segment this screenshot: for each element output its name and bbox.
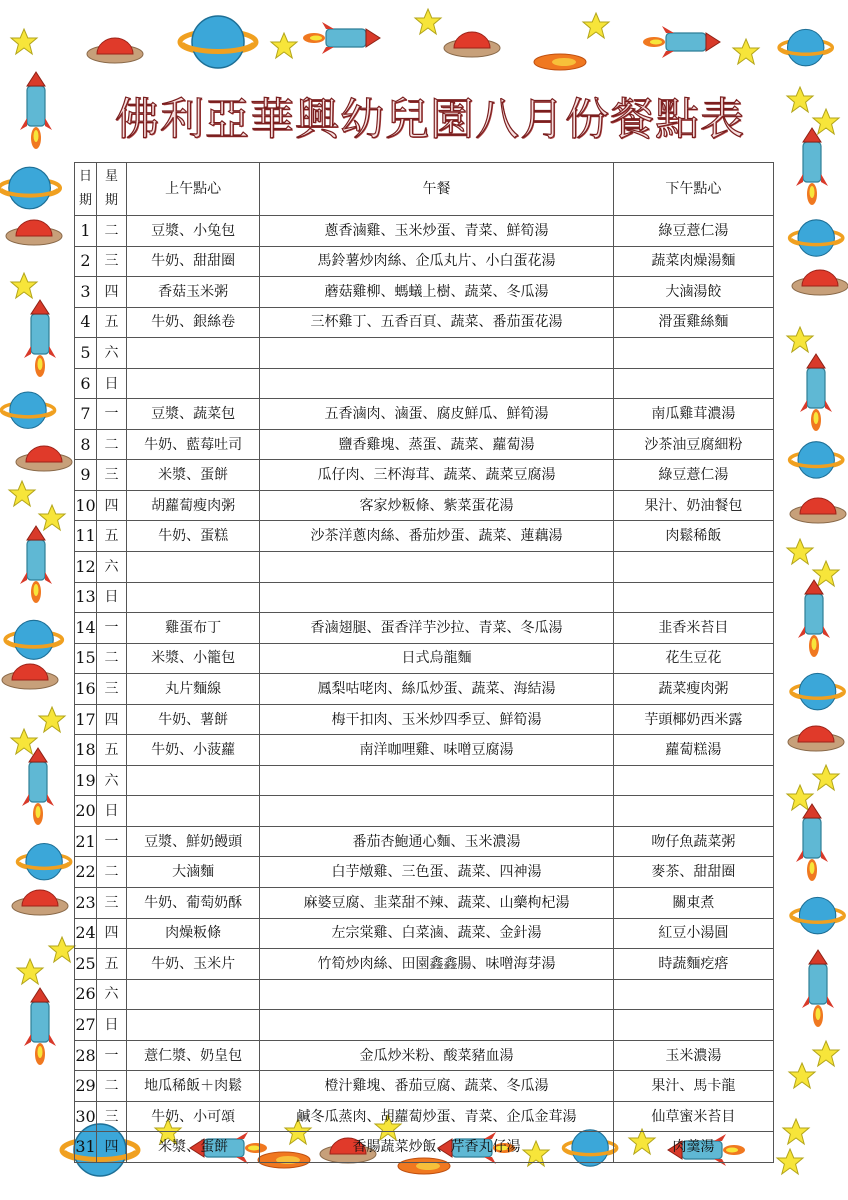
table-row [75, 674, 774, 705]
cell-morning-snack: 豆漿、鮮奶饅頭 [127, 826, 260, 857]
table-row [75, 796, 774, 827]
cell-day: 11 [75, 521, 97, 552]
cell-afternoon-snack: 蔬菜肉燥湯麵 [613, 246, 773, 277]
cell-day: 30 [75, 1101, 97, 1132]
cell-afternoon-snack: 大滷湯餃 [613, 277, 773, 308]
cell-weekday: 三 [97, 888, 127, 919]
planet-icon [790, 442, 843, 478]
cell-day: 1 [75, 216, 97, 247]
cell-morning-snack [127, 979, 260, 1010]
cell-lunch: 梅干扣肉、玉米炒四季豆、鮮筍湯 [260, 704, 614, 735]
cell-weekday: 三 [97, 1101, 127, 1132]
table-row [75, 643, 774, 674]
cell-morning-snack: 胡蘿蔔瘦肉粥 [127, 490, 260, 521]
table-row [75, 857, 774, 888]
cell-afternoon-snack: 果汁、馬卡龍 [613, 1071, 773, 1102]
cell-lunch: 鹽香雞塊、蒸蛋、蔬菜、蘿蔔湯 [260, 429, 614, 460]
table-row [75, 979, 774, 1010]
cell-weekday: 四 [97, 1132, 127, 1163]
cell-afternoon-snack [613, 796, 773, 827]
cell-afternoon-snack: 南瓜雞茸濃湯 [613, 399, 773, 430]
cell-weekday: 四 [97, 490, 127, 521]
cell-morning-snack: 牛奶、蛋糕 [127, 521, 260, 552]
star-icon [39, 505, 65, 530]
red-planet-icon [87, 38, 143, 63]
cell-lunch: 三杯雞丁、五香百頁、蔬菜、番茄蛋花湯 [260, 307, 614, 338]
red-planet-icon [12, 890, 68, 915]
cell-morning-snack: 大滷麵 [127, 857, 260, 888]
cell-weekday: 二 [97, 1071, 127, 1102]
cell-day: 8 [75, 429, 97, 460]
cell-afternoon-snack [613, 552, 773, 583]
rocket-icon [796, 128, 828, 205]
star-icon [11, 29, 37, 54]
rocket-icon [20, 526, 52, 603]
cell-weekday: 二 [97, 216, 127, 247]
table-row [75, 307, 774, 338]
red-planet-icon [16, 446, 72, 471]
cell-weekday: 五 [97, 521, 127, 552]
cell-weekday: 日 [97, 796, 127, 827]
cell-weekday: 二 [97, 429, 127, 460]
cell-afternoon-snack [613, 338, 773, 369]
cell-lunch: 蔥香滷雞、玉米炒蛋、青菜、鮮筍湯 [260, 216, 614, 247]
cell-day: 6 [75, 368, 97, 399]
table-row [75, 826, 774, 857]
table-row [75, 216, 774, 247]
page-title: 佛利亞華興幼兒園八月份餐點表 [115, 94, 745, 145]
cell-morning-snack: 牛奶、小可頌 [127, 1101, 260, 1132]
cell-lunch: 白芋燉雞、三色蛋、蔬菜、四神湯 [260, 857, 614, 888]
cell-lunch: 番茄杏鮑通心麵、玉米濃湯 [260, 826, 614, 857]
table-row [75, 277, 774, 308]
cell-weekday: 日 [97, 1010, 127, 1041]
cell-morning-snack: 丸片麵線 [127, 674, 260, 705]
header-afternoon-snack: 下午點心 [613, 163, 773, 216]
star-icon [813, 109, 839, 134]
planet-icon [791, 897, 844, 933]
cell-afternoon-snack: 綠豆薏仁湯 [613, 460, 773, 491]
table-row [75, 582, 774, 613]
cell-afternoon-snack [613, 368, 773, 399]
cell-weekday: 一 [97, 826, 127, 857]
cell-morning-snack: 雞蛋布丁 [127, 613, 260, 644]
table-row [75, 429, 774, 460]
cell-morning-snack: 牛奶、甜甜圈 [127, 246, 260, 277]
star-icon [789, 1063, 815, 1088]
cell-morning-snack: 香菇玉米粥 [127, 277, 260, 308]
cell-day: 18 [75, 735, 97, 766]
cell-lunch: 蘑菇雞柳、螞蟻上樹、蔬菜、冬瓜湯 [260, 277, 614, 308]
cell-lunch: 麻婆豆腐、韭菜甜不辣、蔬菜、山藥枸杞湯 [260, 888, 614, 919]
cell-weekday: 日 [97, 582, 127, 613]
cell-weekday: 三 [97, 460, 127, 491]
table-row [75, 246, 774, 277]
table-row [75, 521, 774, 552]
cell-afternoon-snack: 肉鬆稀飯 [613, 521, 773, 552]
cell-day: 12 [75, 552, 97, 583]
cell-morning-snack: 牛奶、葡萄奶酥 [127, 888, 260, 919]
cell-day: 14 [75, 613, 97, 644]
cell-lunch [260, 979, 614, 1010]
header-morning-snack: 上午點心 [127, 163, 260, 216]
star-icon [11, 729, 37, 754]
cell-morning-snack [127, 338, 260, 369]
red-planet-icon [444, 32, 500, 57]
cell-morning-snack: 豆漿、小兔包 [127, 216, 260, 247]
table-row [75, 765, 774, 796]
cell-weekday: 五 [97, 307, 127, 338]
cell-lunch: 日式烏龍麵 [260, 643, 614, 674]
cell-weekday: 一 [97, 399, 127, 430]
cell-day: 24 [75, 918, 97, 949]
cell-lunch [260, 368, 614, 399]
star-icon [787, 785, 813, 810]
cell-afternoon-snack: 綠豆薏仁湯 [613, 216, 773, 247]
cell-day: 31 [75, 1132, 97, 1163]
cell-afternoon-snack: 吻仔魚蔬菜粥 [613, 826, 773, 857]
rocket-icon [643, 26, 720, 58]
cell-lunch: 香腸蔬菜炒飯、芹香丸仔湯 [260, 1132, 614, 1163]
table-row [75, 338, 774, 369]
cell-afternoon-snack: 仙草蜜米苔目 [613, 1101, 773, 1132]
cell-weekday: 五 [97, 735, 127, 766]
header-lunch: 午餐 [260, 163, 614, 216]
header-day: 日 期 [75, 163, 97, 216]
cell-afternoon-snack: 蔬菜瘦肉粥 [613, 674, 773, 705]
cell-afternoon-snack: 紅豆小湯圓 [613, 918, 773, 949]
planet-icon [791, 673, 844, 709]
cell-day: 23 [75, 888, 97, 919]
rocket-icon [798, 580, 830, 657]
cell-weekday: 六 [97, 552, 127, 583]
cell-morning-snack: 牛奶、藍莓吐司 [127, 429, 260, 460]
star-icon [271, 33, 297, 58]
table-row [75, 552, 774, 583]
planet-icon [18, 844, 71, 880]
star-icon [787, 87, 813, 112]
table-row [75, 490, 774, 521]
table-row [75, 399, 774, 430]
star-icon [783, 1119, 809, 1144]
cell-afternoon-snack [613, 765, 773, 796]
planet-icon [180, 16, 256, 68]
cell-afternoon-snack: 花生豆花 [613, 643, 773, 674]
cell-afternoon-snack: 韭香米苔目 [613, 613, 773, 644]
cell-day: 25 [75, 949, 97, 980]
star-icon [813, 765, 839, 790]
cell-lunch: 橙汁雞塊、番茄豆腐、蔬菜、冬瓜湯 [260, 1071, 614, 1102]
cell-lunch [260, 796, 614, 827]
cell-weekday: 五 [97, 949, 127, 980]
cell-day: 7 [75, 399, 97, 430]
cell-morning-snack [127, 368, 260, 399]
table-header-row [75, 163, 774, 216]
red-planet-icon [2, 664, 58, 689]
cell-morning-snack: 豆漿、蔬菜包 [127, 399, 260, 430]
table-row [75, 1071, 774, 1102]
cell-lunch: 五香滷肉、滷蛋、腐皮鮮瓜、鮮筍湯 [260, 399, 614, 430]
cell-lunch [260, 765, 614, 796]
star-icon [583, 13, 609, 38]
rocket-icon [802, 950, 834, 1027]
cell-morning-snack: 米漿、蛋餅 [127, 460, 260, 491]
cell-day: 10 [75, 490, 97, 521]
cell-afternoon-snack: 時蔬麵疙瘩 [613, 949, 773, 980]
cell-morning-snack: 牛奶、銀絲卷 [127, 307, 260, 338]
cell-afternoon-snack: 芋頭椰奶西米露 [613, 704, 773, 735]
star-icon [777, 1149, 803, 1174]
cell-afternoon-snack: 果汁、奶油餐包 [613, 490, 773, 521]
cell-lunch [260, 338, 614, 369]
table-row [75, 735, 774, 766]
table-row [75, 1132, 774, 1163]
cell-lunch: 左宗棠雞、白菜滷、蔬菜、金針湯 [260, 918, 614, 949]
table-row [75, 460, 774, 491]
cell-morning-snack: 米漿、小籠包 [127, 643, 260, 674]
cell-day: 16 [75, 674, 97, 705]
table-row [75, 918, 774, 949]
red-planet-icon [788, 726, 844, 751]
cell-day: 15 [75, 643, 97, 674]
cell-lunch: 鳳梨咕咾肉、絲瓜炒蛋、蔬菜、海結湯 [260, 674, 614, 705]
rocket-icon [24, 988, 56, 1065]
cell-lunch [260, 552, 614, 583]
cell-day: 20 [75, 796, 97, 827]
cell-afternoon-snack: 麥茶、甜甜圈 [613, 857, 773, 888]
cell-weekday: 一 [97, 613, 127, 644]
cell-afternoon-snack: 玉米濃湯 [613, 1040, 773, 1071]
cell-morning-snack [127, 1010, 260, 1041]
cell-weekday: 三 [97, 246, 127, 277]
cell-lunch [260, 1010, 614, 1041]
red-planet-icon [6, 220, 62, 245]
cell-lunch: 金瓜炒米粉、酸菜豬血湯 [260, 1040, 614, 1071]
rocket-icon [20, 72, 52, 149]
planet-icon [5, 620, 62, 659]
cell-weekday: 四 [97, 277, 127, 308]
cell-lunch [260, 582, 614, 613]
cell-lunch: 馬鈴薯炒肉絲、企瓜丸片、小白蛋花湯 [260, 246, 614, 277]
star-icon [787, 539, 813, 564]
cell-afternoon-snack: 蘿蔔糕湯 [613, 735, 773, 766]
cell-morning-snack: 牛奶、玉米片 [127, 949, 260, 980]
cell-weekday: 六 [97, 338, 127, 369]
table-row [75, 888, 774, 919]
rocket-icon [303, 22, 380, 54]
planet-icon [779, 29, 832, 65]
table-row [75, 1101, 774, 1132]
planet-icon [0, 167, 60, 209]
cell-weekday: 二 [97, 857, 127, 888]
cell-day: 22 [75, 857, 97, 888]
table-row [75, 949, 774, 980]
cell-day: 5 [75, 338, 97, 369]
cell-weekday: 一 [97, 1040, 127, 1071]
star-icon [39, 707, 65, 732]
star-icon [733, 39, 759, 64]
cell-day: 26 [75, 979, 97, 1010]
cell-weekday: 日 [97, 368, 127, 399]
header-weekday: 星 期 [97, 163, 127, 216]
cell-day: 3 [75, 277, 97, 308]
cell-weekday: 二 [97, 643, 127, 674]
cell-morning-snack: 牛奶、小菠蘿 [127, 735, 260, 766]
table-body [75, 216, 774, 1163]
cell-afternoon-snack: 滑蛋雞絲麵 [613, 307, 773, 338]
red-planet-icon [790, 498, 846, 523]
cell-morning-snack: 米漿、蛋餅 [127, 1132, 260, 1163]
cell-weekday: 三 [97, 674, 127, 705]
cell-day: 2 [75, 246, 97, 277]
star-icon [787, 327, 813, 352]
cell-morning-snack: 肉燥粄條 [127, 918, 260, 949]
cell-day: 17 [75, 704, 97, 735]
star-icon [11, 273, 37, 298]
cell-morning-snack [127, 796, 260, 827]
planet-icon [790, 220, 843, 256]
cell-morning-snack: 牛奶、薯餅 [127, 704, 260, 735]
cell-afternoon-snack: 肉羹湯 [613, 1132, 773, 1163]
cell-lunch: 鹹冬瓜蒸肉、胡蘿蔔炒蛋、青菜、企瓜金茸湯 [260, 1101, 614, 1132]
cell-lunch: 竹筍炒肉絲、田園鑫鑫腸、味噌海芽湯 [260, 949, 614, 980]
rocket-icon [800, 354, 832, 431]
star-icon [813, 1041, 839, 1066]
cell-afternoon-snack [613, 1010, 773, 1041]
cell-afternoon-snack [613, 979, 773, 1010]
cell-morning-snack [127, 552, 260, 583]
cell-day: 29 [75, 1071, 97, 1102]
cell-lunch: 瓜仔肉、三杯海茸、蔬菜、蔬菜豆腐湯 [260, 460, 614, 491]
cell-morning-snack [127, 765, 260, 796]
cell-day: 21 [75, 826, 97, 857]
cell-weekday: 四 [97, 918, 127, 949]
cell-weekday: 六 [97, 979, 127, 1010]
cell-day: 28 [75, 1040, 97, 1071]
comet-icon [534, 54, 586, 70]
star-icon [17, 959, 43, 984]
table-row [75, 704, 774, 735]
cell-lunch: 客家炒粄條、紫菜蛋花湯 [260, 490, 614, 521]
planet-icon [1, 392, 54, 428]
cell-lunch: 南洋咖哩雞、味噌豆腐湯 [260, 735, 614, 766]
cell-lunch: 沙茶洋蔥肉絲、番茄炒蛋、蔬菜、蓮藕湯 [260, 521, 614, 552]
rocket-icon [22, 748, 54, 825]
table-row [75, 368, 774, 399]
cell-afternoon-snack: 沙茶油豆腐細粉 [613, 429, 773, 460]
table-row [75, 1010, 774, 1041]
star-icon [813, 561, 839, 586]
star-icon [415, 9, 441, 34]
cell-morning-snack: 薏仁漿、奶皇包 [127, 1040, 260, 1071]
cell-lunch: 香滷翅腿、蛋香洋芋沙拉、青菜、冬瓜湯 [260, 613, 614, 644]
cell-weekday: 四 [97, 704, 127, 735]
cell-day: 19 [75, 765, 97, 796]
cell-day: 13 [75, 582, 97, 613]
cell-day: 4 [75, 307, 97, 338]
cell-weekday: 六 [97, 765, 127, 796]
cell-morning-snack: 地瓜稀飯＋肉鬆 [127, 1071, 260, 1102]
cell-afternoon-snack: 關東煮 [613, 888, 773, 919]
cell-day: 9 [75, 460, 97, 491]
star-icon [49, 937, 75, 962]
red-planet-icon [792, 270, 848, 295]
cell-morning-snack [127, 582, 260, 613]
star-icon [9, 481, 35, 506]
meal-schedule-table [74, 162, 774, 1163]
cell-day: 27 [75, 1010, 97, 1041]
rocket-icon [796, 804, 828, 881]
table-row [75, 1040, 774, 1071]
rocket-icon [24, 300, 56, 377]
table-row [75, 613, 774, 644]
cell-afternoon-snack [613, 582, 773, 613]
